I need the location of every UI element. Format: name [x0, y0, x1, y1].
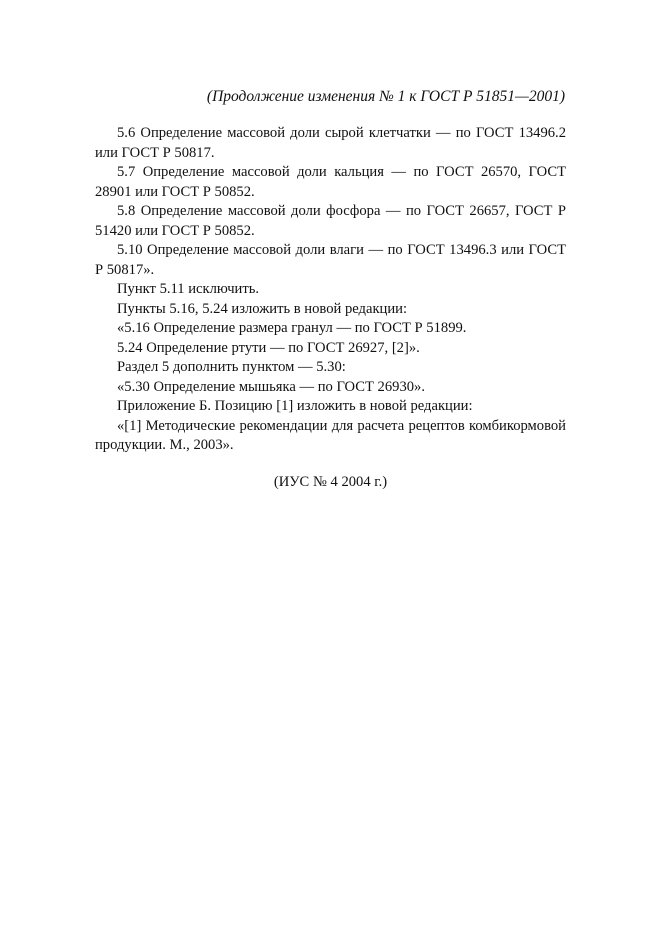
paragraph-section-5-add: Раздел 5 дополнить пунктом — 5.30:	[117, 359, 346, 375]
document-body	[95, 124, 566, 492]
paragraph-5-30: «5.30 Определение мышьяка — по ГОСТ 26930».	[117, 378, 425, 395]
paragraph-5-11-removed: Пункт 5.11 исключить.	[117, 281, 260, 297]
paragraph-5-6: 5.6 Определение массовой доли сырой клетчатки — по ГОСТ 13496.2 или ГОСТ Р 50817.	[95, 125, 566, 161]
paragraph-new-edition: Пункты 5.16, 5.24 изложить в новой редакции:	[117, 300, 408, 317]
paragraph-5-16: «5.16 Определение размера гранул — по ГОСТ Р 51899.	[117, 320, 467, 336]
paragraph-5-10: 5.10 Определение массовой доли влаги — по ГОСТ 13496.3 или ГОСТ Р 50817».	[95, 242, 566, 278]
paragraph-appendix-b: Приложение Б. Позицию [1] изложить в новой редакции:	[117, 398, 473, 414]
paragraph-5-24: 5.24 Определение ртути — по ГОСТ 26927, [2]».	[117, 339, 420, 356]
paragraph-5-7: 5.7 Определение массовой доли кальция — по ГОСТ 26570, ГОСТ 28901 или ГОСТ Р 50852.	[95, 164, 566, 200]
paragraph-reference-1: «[1] Методические рекомендации для расчета рецептов комбикормовой продукции. М., 2003».	[95, 417, 566, 453]
continuation-header: (Продолжение изменения № 1 к ГОСТ Р 51851—2001)	[206, 88, 565, 105]
ius-footer: (ИУС № 4 2004 г.)	[273, 473, 388, 490]
paragraph-5-8: 5.8 Определение массовой доли фосфора — по ГОСТ 26657, ГОСТ Р 51420 или ГОСТ Р 50852.	[95, 203, 566, 239]
